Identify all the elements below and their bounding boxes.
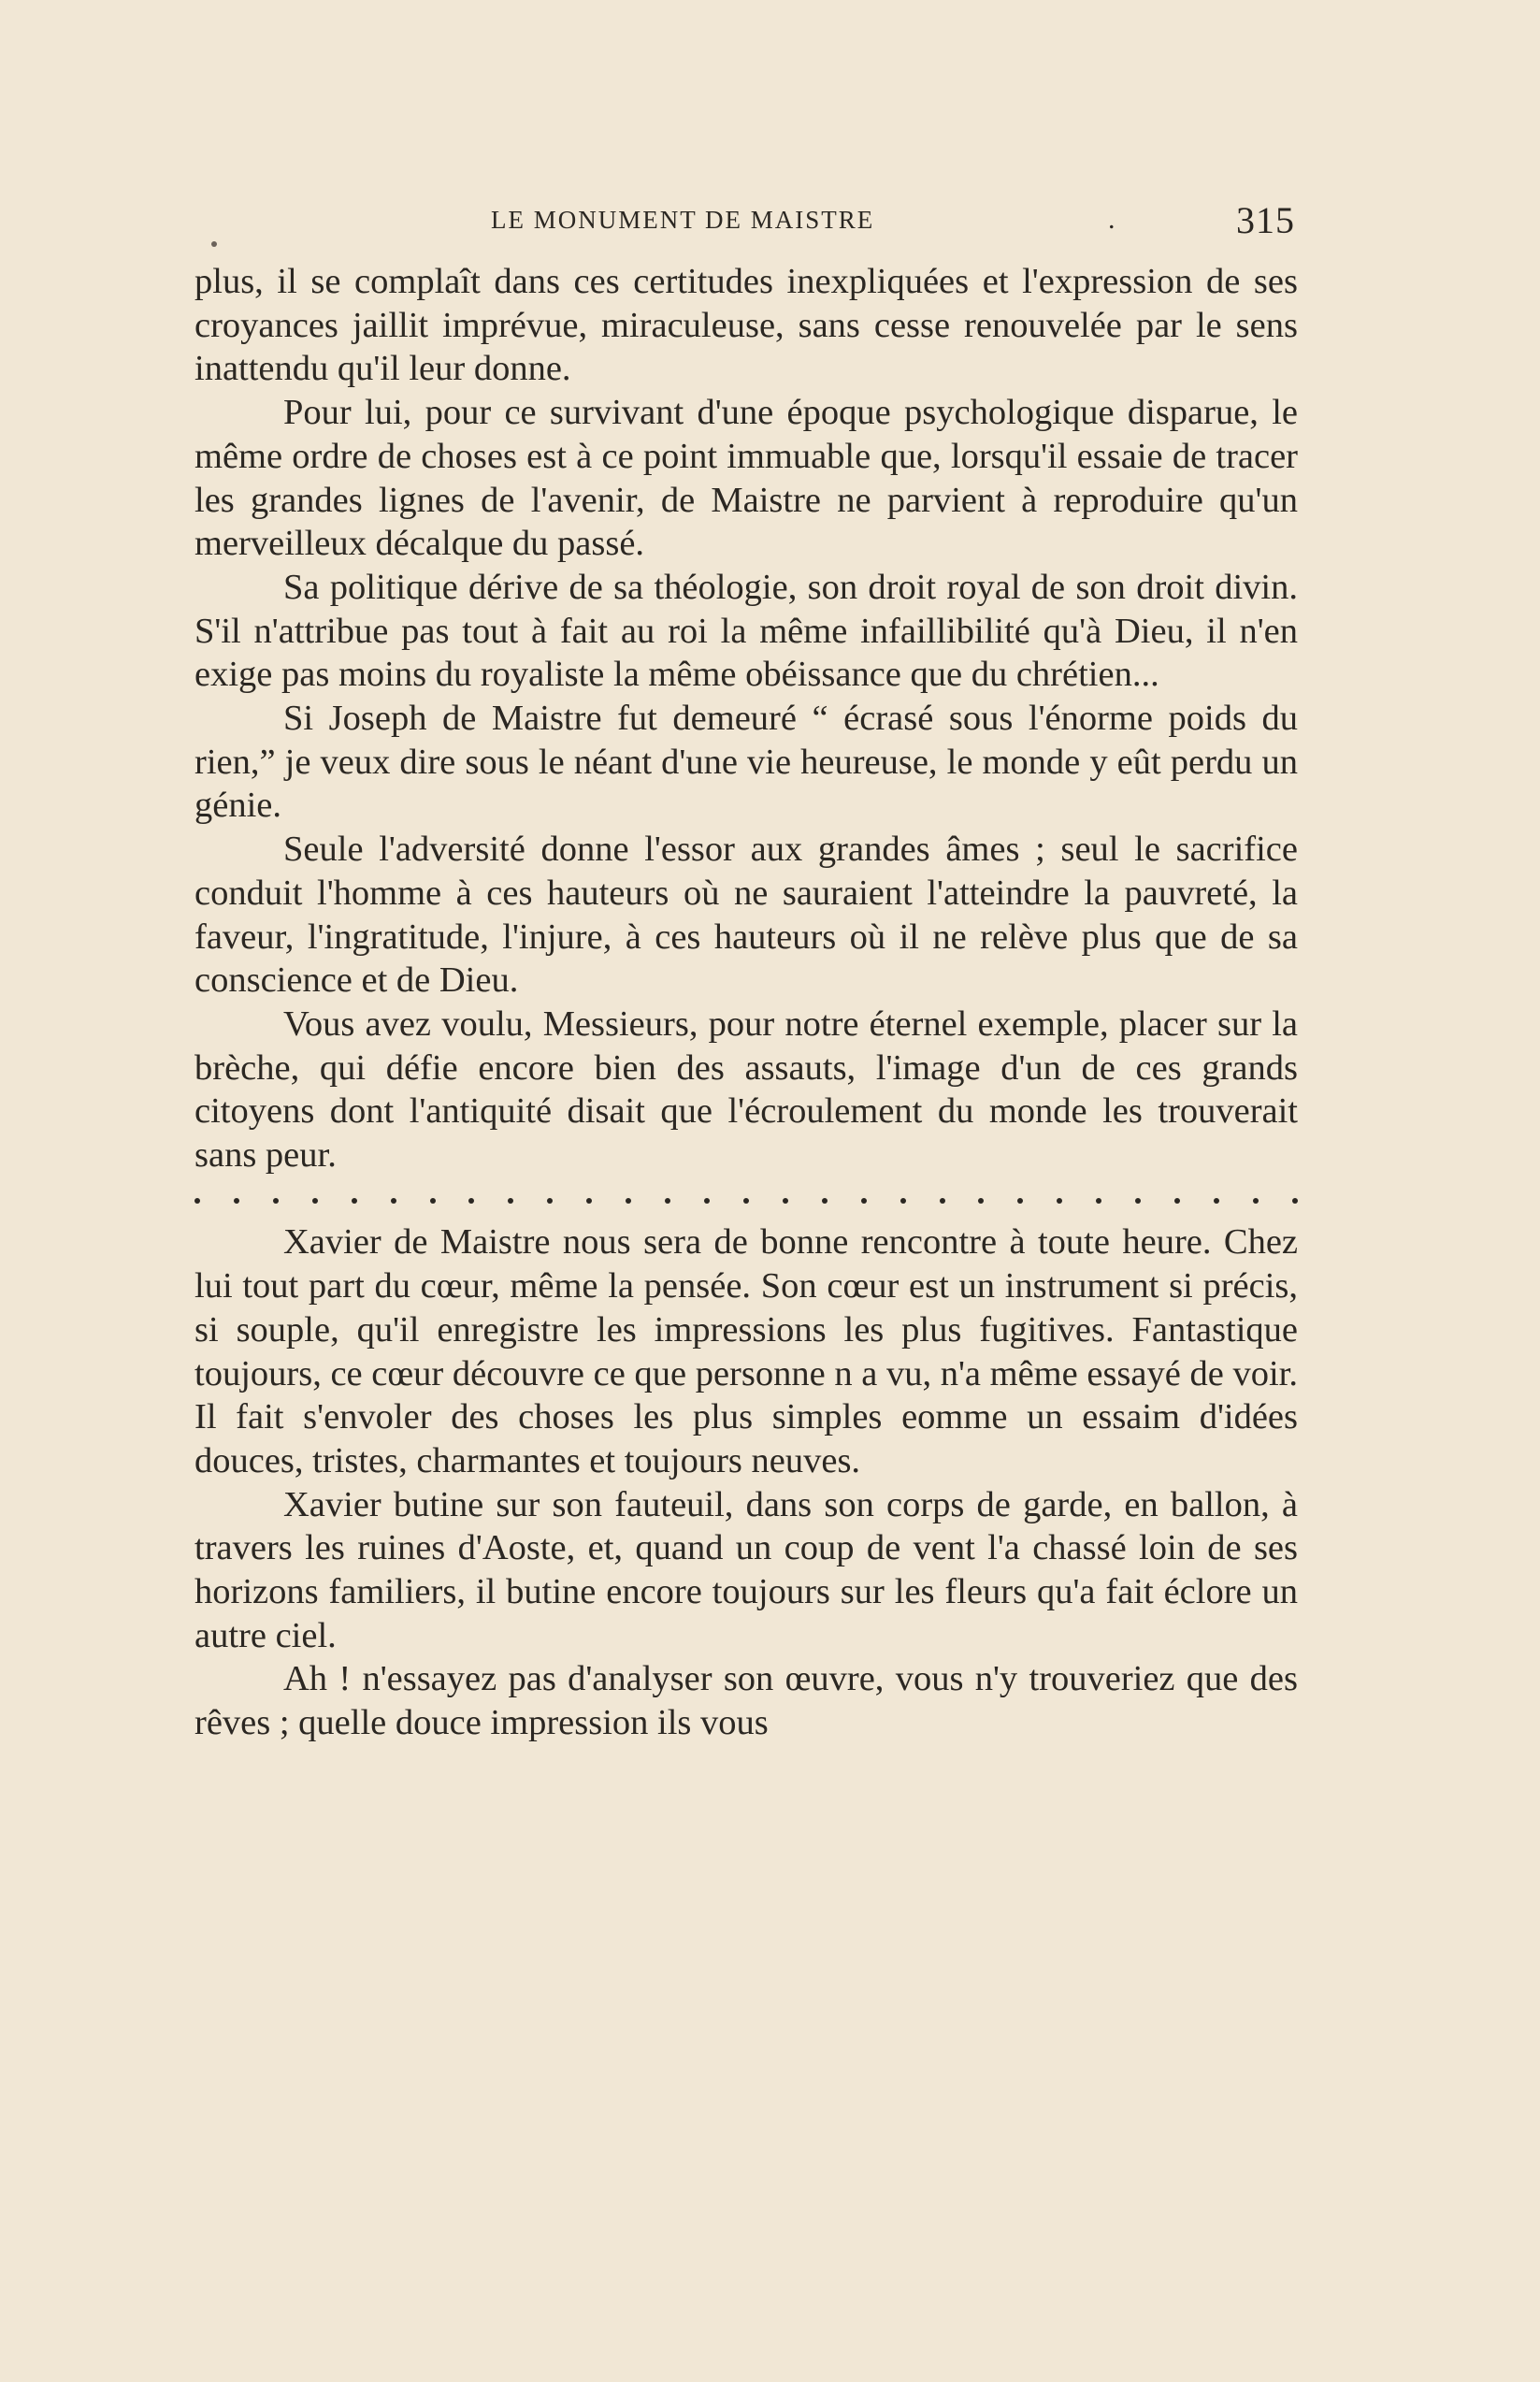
paragraph: Ah ! n'essayez pas d'analyser son œuvre, vous n'y trouveriez que des rêves ; quelle douce impression ils vous xyxy=(194,1659,1298,1743)
running-header xyxy=(491,198,1295,245)
running-title: LE MONUMENT DE MAISTRE xyxy=(491,206,875,234)
body-text xyxy=(194,260,1298,1745)
header-separator: . xyxy=(1108,204,1117,235)
paragraph: Pour lui, pour ce survivant d'une époque psychologique disparue, le même ordre de choses est à ce point immuable que, lorsqu'il essaie de tracer les grandes lignes de l'avenir, de Maistre ne parvient à reproduire qu'un merveilleux décalque du passé. xyxy=(194,393,1298,564)
paragraph: Xavier butine sur son fauteuil, dans son corps de garde, en ballon, à travers les ruines d'Aoste, et, quand un coup de vent l'a chassé loin de ses horizons familiers, il butine encore toujours sur les fleurs qu'a fait éclore un autre ciel. xyxy=(194,1484,1298,1655)
print-speck xyxy=(211,241,217,247)
section-break-dots xyxy=(194,1177,1298,1221)
page-number: 315 xyxy=(1236,199,1295,241)
paragraph: Si Joseph de Maistre fut demeuré “ écrasé sous l'énorme poids du rien,” je veux dire sous le néant d'une vie heureuse, le monde y eût perdu un génie. xyxy=(194,699,1298,826)
paragraph: Sa politique dérive de sa théologie, son droit royal de son droit divin. S'il n'attribue pas tout à fait au roi la même infaillibilité qu'à Dieu, il n'en exige pas moins du royaliste la même obéissance que du chrétien... xyxy=(194,567,1298,695)
paragraph: Vous avez voulu, Messieurs, pour notre éternel exemple, placer sur la brèche, qui défie encore bien des assauts, l'image d'un de ces grands citoyens dont l'antiquité disait que l'écroulement du monde les trouverait sans peur. xyxy=(194,1003,1298,1176)
paragraph: plus, il se complaît dans ces certitudes inexpliquées et l'expression de ses croyances jaillit imprévue, miraculeuse, sans cesse renouvelée par le sens inattendu qu'il leur donne. xyxy=(194,262,1298,389)
paragraph: Xavier de Maistre nous sera de bonne rencontre à toute heure. Chez lui tout part du cœur, même la pensée. Son cœur est un instrument si précis, si souple, qu'il enregistre les impressions les plus fugitives. Fantastique toujours, ce cœur découvre ce que personne n a vu, n'a même essayé de voir. Il fait s'envoler des choses les plus simples eomme un essaim d'idées douces, tristes, charmantes et toujours neuves. xyxy=(194,1222,1298,1480)
paragraph: Seule l'adversité donne l'essor aux grandes âmes ; seul le sacrifice conduit l'homme à ces hauteurs où ne sauraient l'atteindre la pauvreté, la faveur, l'ingratitude, l'injure, à ces hauteurs où il ne relève plus que de sa conscience et de Dieu. xyxy=(194,830,1298,1001)
